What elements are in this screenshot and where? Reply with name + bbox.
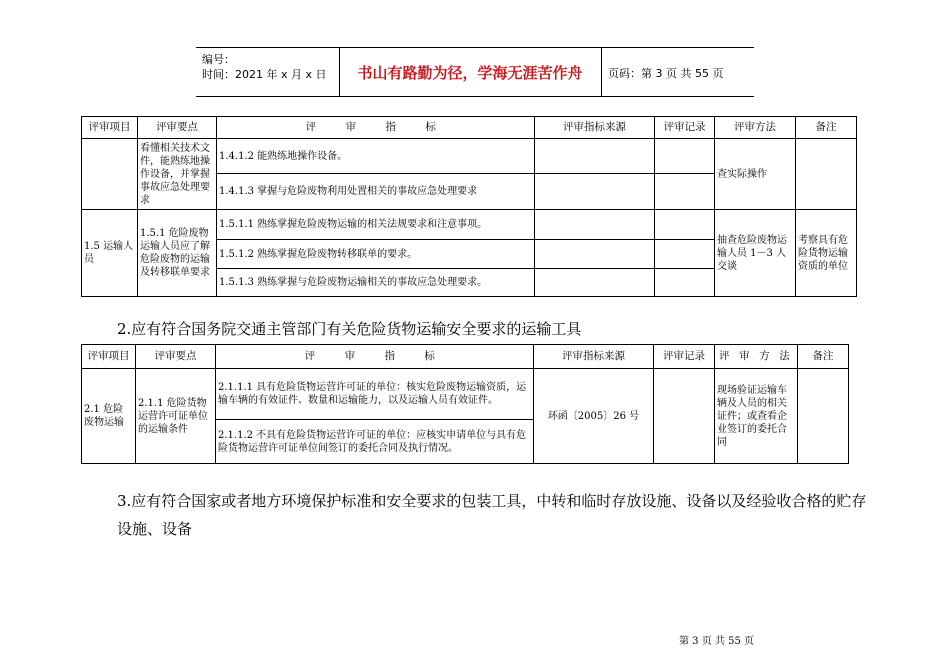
table-cell-indicator: 2.1.1.1 具有危险货物运营许可证的单位：核实危险废物运输资质，运输车辆的有效证件、数量和运输能力，以及运输人员有效证件。 — [216, 369, 534, 420]
table-header-row — [82, 117, 857, 139]
column-header: 评审方法 — [715, 117, 796, 139]
column-header: 评审记录 — [655, 117, 715, 139]
table-cell-record — [655, 139, 715, 174]
table-cell-point: 1.5.1 危险废物运输人员应了解危险废物的运输及转移联单要求 — [138, 210, 217, 297]
table-cell-note: 考察具有危险货物运输资质的单位 — [796, 210, 857, 297]
review-table-2 — [81, 344, 849, 464]
date-label: 时间：2021 年 x 月 x 日 — [202, 68, 327, 81]
table-row — [82, 139, 857, 174]
column-header: 评审要点 — [136, 345, 216, 369]
table-cell-record — [654, 369, 715, 464]
section-heading-2: 2.应有符合国务院交通主管部门有关危险货物运输安全要求的运输工具 — [117, 320, 582, 338]
table-row — [82, 210, 857, 240]
header-top-rule — [196, 47, 754, 48]
table-cell-source: 环函〔2005〕26 号 — [534, 369, 654, 464]
table-cell-note — [796, 139, 857, 210]
section-heading-3: 3.应有符合国家或者地方环境保护标准和安全要求的包装工具，中转和临时存放设施、设备以及经验收合格的贮存设施、设备 — [117, 492, 867, 538]
table-cell-item — [82, 139, 138, 210]
table-cell-note — [798, 369, 849, 464]
table-cell-item: 2.1 危险废物运输 — [82, 369, 136, 464]
column-header: 评 审 方 法 — [715, 345, 798, 369]
column-header: 评 审 指 标 — [217, 117, 535, 139]
table-cell-source — [535, 139, 655, 174]
table-cell-indicator: 1.5.1.2 熟练掌握危险废物转移联单的要求。 — [217, 240, 535, 269]
table-cell-record — [655, 240, 715, 269]
table-cell-source — [535, 240, 655, 269]
table-cell-item: 1.5 运输人员 — [82, 210, 138, 297]
column-header: 评审记录 — [654, 345, 715, 369]
header-bottom-rule — [196, 96, 754, 97]
page-footer: 第 3 页 共 55 页 — [679, 636, 754, 647]
review-table-1 — [81, 116, 857, 297]
column-header: 评 审 指 标 — [216, 345, 534, 369]
table-cell-indicator: 1.4.1.3 掌握与危险废物利用处置相关的事故应急处理要求 — [217, 174, 535, 210]
table-cell-indicator: 1.5.1.1 熟练掌握危险废物运输的相关法规要求和注意事项。 — [217, 210, 535, 240]
table-cell-source — [535, 269, 655, 297]
table-cell-source — [535, 174, 655, 210]
header-page-number: 页码：第 3 页 共 55 页 — [608, 67, 724, 80]
column-header: 评审指标来源 — [534, 345, 654, 369]
column-header: 评审指标来源 — [535, 117, 655, 139]
table-cell-method: 现场验证运输车辆及人员的相关证件；或查看企业签订的委托合同 — [715, 369, 798, 464]
table-cell-indicator: 1.5.1.3 熟练掌握与危险废物运输相关的事故应急处理要求。 — [217, 269, 535, 297]
header-motto: 书山有路勤为径，学海无涯苦作舟 — [357, 64, 583, 82]
column-header: 评审项目 — [82, 345, 136, 369]
document-header — [196, 47, 754, 97]
table-cell-source — [535, 210, 655, 240]
table-cell-method: 查实际操作 — [715, 139, 796, 210]
table-cell-record — [655, 174, 715, 210]
column-header: 评审要点 — [138, 117, 217, 139]
table-cell-point: 2.1.1 危险货物运营许可证单位的运输条件 — [136, 369, 216, 464]
table-row — [82, 369, 849, 420]
table-cell-indicator: 2.1.1.2 不具有危险货物运营许可证的单位：应核实申请单位与具有危险货物运营许可证单位间签订的委托合同及执行情况。 — [216, 420, 534, 464]
table-header-row — [82, 345, 849, 369]
header-divider — [601, 47, 602, 97]
table-cell-record — [655, 269, 715, 297]
table-cell-record — [655, 210, 715, 240]
column-header: 备注 — [796, 117, 857, 139]
table-cell-point: 看懂相关技术文件，能熟练地操作设备，并掌握事故应急处理要求 — [138, 139, 217, 210]
table-cell-method: 抽查危险废物运输人员 1－3 人交谈 — [715, 210, 796, 297]
serial-label: 编号： — [202, 53, 235, 66]
table-cell-indicator: 1.4.1.2 能熟练地操作设备。 — [217, 139, 535, 174]
column-header: 评审项目 — [82, 117, 138, 139]
column-header: 备注 — [798, 345, 849, 369]
header-meta — [202, 52, 327, 82]
